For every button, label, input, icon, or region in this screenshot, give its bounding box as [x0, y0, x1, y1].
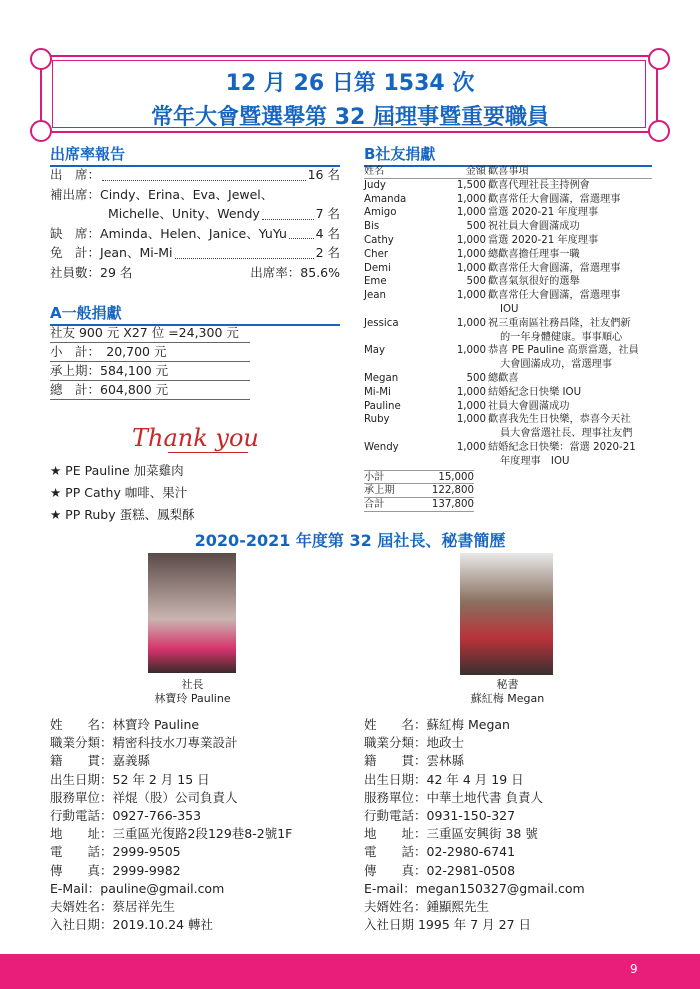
thanks-item: ★ PP Ruby 蛋糕、鳳梨酥 — [50, 507, 195, 522]
donation-b-name: Jessica — [364, 317, 399, 329]
president-bio-row: 職業分類：精密科技水刀專業設計 — [50, 735, 238, 751]
attendance-row: 補出席： Cindy、Erina、Eva、Jewel、 — [50, 186, 274, 202]
footer-bar — [0, 954, 700, 989]
president-bio-row: 服務單位：祥焜（股）公司負責人 — [50, 789, 238, 805]
donation-a-heading: A一般捐獻 — [50, 302, 340, 326]
donation-b-note: 社員大會圓滿成功 — [488, 400, 570, 412]
donation-b-name: Pauline — [364, 400, 401, 412]
donation-b-total-value: 15,000 — [438, 471, 474, 483]
secretary-caption-block — [405, 678, 610, 706]
president-caption-block — [90, 678, 295, 706]
donation-b-total-value: 122,800 — [431, 485, 474, 497]
donation-b-table — [364, 165, 652, 515]
donation-b-note: 祝三重南區社務昌隆，社友們新 — [488, 317, 631, 329]
page-number: 9 — [630, 962, 638, 976]
donation-b-amount: 1,000 — [456, 248, 486, 260]
donation-b-name: Mi-Mi — [364, 386, 391, 398]
donation-b-note: 員大會當選社長、理事社友們 — [500, 428, 633, 440]
donation-b-note: 總歡喜 — [488, 373, 519, 384]
attendance-row: Michelle、Unity、Wendy 7 名 — [108, 206, 340, 221]
donation-b-name: Ruby — [364, 414, 390, 426]
president-bio-row: 籍 貫：嘉義縣 — [50, 753, 151, 769]
donation-b-name: Amanda — [364, 193, 407, 205]
president-bio — [50, 716, 350, 934]
donation-b-heading: B社友捐獻 — [364, 143, 652, 167]
donation-a-row: 總 計：604,800 元 — [50, 381, 250, 400]
donation-b-amount: 1,000 — [456, 290, 486, 302]
donation-b-note: 歡喜代理社長主持例會 — [488, 179, 590, 191]
donation-b-name: Demi — [364, 262, 391, 274]
donation-b-note: 結婚紀念日快樂：當選 2020-21 — [488, 442, 636, 453]
donation-b-header-amount: 金額 — [465, 166, 486, 177]
president-role: 社長 — [181, 678, 204, 691]
donation-b-name: May — [364, 345, 386, 357]
donation-b-amount: 1,000 — [456, 345, 486, 357]
banner-title-line1: 12 月 26 日第 1534 次 — [225, 71, 475, 96]
donation-b-note: 歡喜氣氛很好的選舉 — [488, 276, 580, 288]
attendance-list — [50, 165, 340, 282]
attendance-row: 出 席： 16 名 — [50, 167, 340, 182]
donation-b-name: Cher — [364, 248, 389, 260]
donation-b-note: IOU — [500, 304, 519, 315]
secretary-bio-row: 行動電話：0931-150-327 — [364, 808, 516, 824]
thank-you-script: Thank you — [132, 424, 259, 452]
donation-b-name: Eme — [364, 276, 387, 288]
donation-b-note: 歡喜常任大會圓滿，當選理事 — [488, 193, 621, 205]
secretary-bio-row: 電 話：02-2980-6741 — [364, 844, 516, 860]
donation-b-total-rule — [364, 511, 474, 512]
president-bio-row: 電 話：2999-9505 — [50, 844, 181, 860]
donation-b-note: 歡喜我先生日快樂，恭喜今天社 — [488, 414, 631, 426]
secretary-bio-row: 夫婿姓名：鍾顯熙先生 — [364, 899, 490, 915]
attendance-row: 缺 席： Aminda、Helen、Janice、YuYu 4 名 — [50, 225, 340, 241]
secretary-bio-row: 服務單位：中華土地代書 負責人 — [364, 789, 543, 805]
attendance-summary: 社員數：29 名 出席率：85.6% — [50, 264, 340, 280]
donation-b-note: 的一年身體健康。事事順心 — [500, 331, 623, 343]
secretary-bio-row: 入社日期 1995 年 7 月 27 日 — [364, 917, 532, 933]
donation-b-amount: 1,000 — [456, 400, 486, 412]
donation-a-table — [50, 324, 250, 400]
president-bio-row: 夫婿姓名：蔡居祥先生 — [50, 899, 176, 915]
secretary-role: 秘書 — [496, 678, 519, 691]
thanks-list — [50, 460, 195, 526]
president-bio-row: 姓 名：林寶玲 Pauline — [50, 717, 200, 732]
president-bio-row: 行動電話：0927-766-353 — [50, 808, 202, 824]
donation-b-note: 當選 2020-21 年度理事 — [488, 235, 599, 246]
donation-b-note: 歡喜常任大會圓滿，當選理事 — [488, 290, 621, 302]
donation-b-amount: 1,000 — [456, 262, 486, 274]
donation-b-total-label: 承上期 — [364, 485, 395, 497]
secretary-caption: 蘇紅梅 Megan — [470, 692, 545, 705]
donation-b-amount: 500 — [466, 221, 486, 233]
donation-b-note: 總歡喜擔任理事一職 — [488, 248, 580, 260]
donation-b-amount: 1,000 — [456, 193, 486, 205]
secretary-bio — [364, 716, 664, 934]
donation-a-row: 社友 900 元 X27 位 =24,300 元 — [50, 324, 250, 343]
donation-b-header-note: 歡喜事項 — [488, 166, 529, 177]
donation-b-note: 恭喜 PE Pauline 高票當選，社員 — [488, 345, 639, 357]
donation-a-row: 承上期：584,100 元 — [50, 362, 250, 381]
attendance-row: 免 計： Jean、Mi-Mi 2 名 — [50, 245, 340, 260]
thanks-item: ★ PE Pauline 加菜雞肉 — [50, 463, 184, 478]
donation-b-note: 歡喜常任大會圓滿，當選理事 — [488, 262, 621, 274]
president-bio-row: 入社日期：2019.10.24 轉社 — [50, 917, 214, 933]
secretary-bio-row: E-mail：megan150327@gmail.com — [364, 880, 585, 896]
secretary-photo — [460, 553, 553, 675]
secretary-bio-row: 地 址：三重區安興街 38 號 — [364, 826, 538, 842]
bios-heading: 2020-2021 年度第 32 屆社長、秘書簡歷 — [194, 531, 506, 550]
donation-b-note: 祝社員大會圓滿成功 — [488, 221, 580, 233]
secretary-bio-row: 傳 真：02-2981-0508 — [364, 862, 516, 878]
donation-b-amount: 500 — [466, 276, 486, 288]
donation-a-row: 小 計： 20,700 元 — [50, 343, 250, 362]
donation-b-note: 結婚紀念日快樂 IOU — [488, 386, 582, 398]
president-bio-row: 出生日期：52 年 2 月 15 日 — [50, 771, 210, 787]
secretary-bio-row: 職業分類：地政士 — [364, 735, 465, 751]
donation-b-amount: 1,000 — [456, 317, 486, 329]
donation-b-header-name: 姓名 — [364, 166, 385, 177]
donation-b-note: 當選 2020-21 年度理事 — [488, 207, 599, 219]
donation-b-amount: 1,500 — [456, 179, 486, 191]
donation-b-total-value: 137,800 — [431, 499, 474, 511]
donation-b-total-label: 合計 — [364, 499, 385, 511]
donation-b-amount: 500 — [466, 373, 486, 384]
donation-b-total-label: 小計 — [364, 471, 385, 483]
president-photo — [148, 553, 236, 673]
president-bio-row: 傳 真：2999-9982 — [50, 862, 181, 878]
donation-b-amount: 1,000 — [456, 386, 486, 398]
president-bio-row: 地 址：三重區光復路2段129巷8-2號1F — [50, 826, 293, 842]
donation-b-note: 年度理事 IOU — [500, 455, 570, 467]
thank-you-flourish — [168, 452, 248, 453]
donation-b-name: Amigo — [364, 207, 397, 219]
donation-b-name: Cathy — [364, 235, 394, 246]
donation-b-amount: 1,000 — [456, 207, 486, 219]
donation-b-name: Bis — [364, 221, 380, 233]
donation-b-name: Judy — [364, 179, 386, 191]
thanks-item: ★ PP Cathy 咖啡、果汁 — [50, 485, 188, 500]
attendance-heading: 出席率報告 — [50, 143, 340, 167]
president-bio-row: E-Mail：pauline@gmail.com — [50, 880, 225, 896]
secretary-bio-row: 姓 名：蘇紅梅 Megan — [364, 717, 510, 732]
donation-b-name: Wendy — [364, 442, 399, 453]
secretary-bio-row: 籍 貫：雲林縣 — [364, 753, 465, 769]
donation-b-note: 大會圓滿成功，當選理事 — [500, 359, 613, 371]
secretary-bio-row: 出生日期：42 年 4 月 19 日 — [364, 771, 524, 787]
donation-b-name: Megan — [364, 373, 399, 384]
donation-b-amount: 1,000 — [456, 442, 486, 453]
donation-b-name: Jean — [364, 290, 386, 302]
donation-b-amount: 1,000 — [456, 414, 486, 426]
donation-b-amount: 1,000 — [456, 235, 486, 246]
president-caption: 林寶玲 Pauline — [154, 692, 231, 705]
banner-title-line2: 常年大會暨選舉第 32 屆理事暨重要職員 — [151, 105, 549, 130]
